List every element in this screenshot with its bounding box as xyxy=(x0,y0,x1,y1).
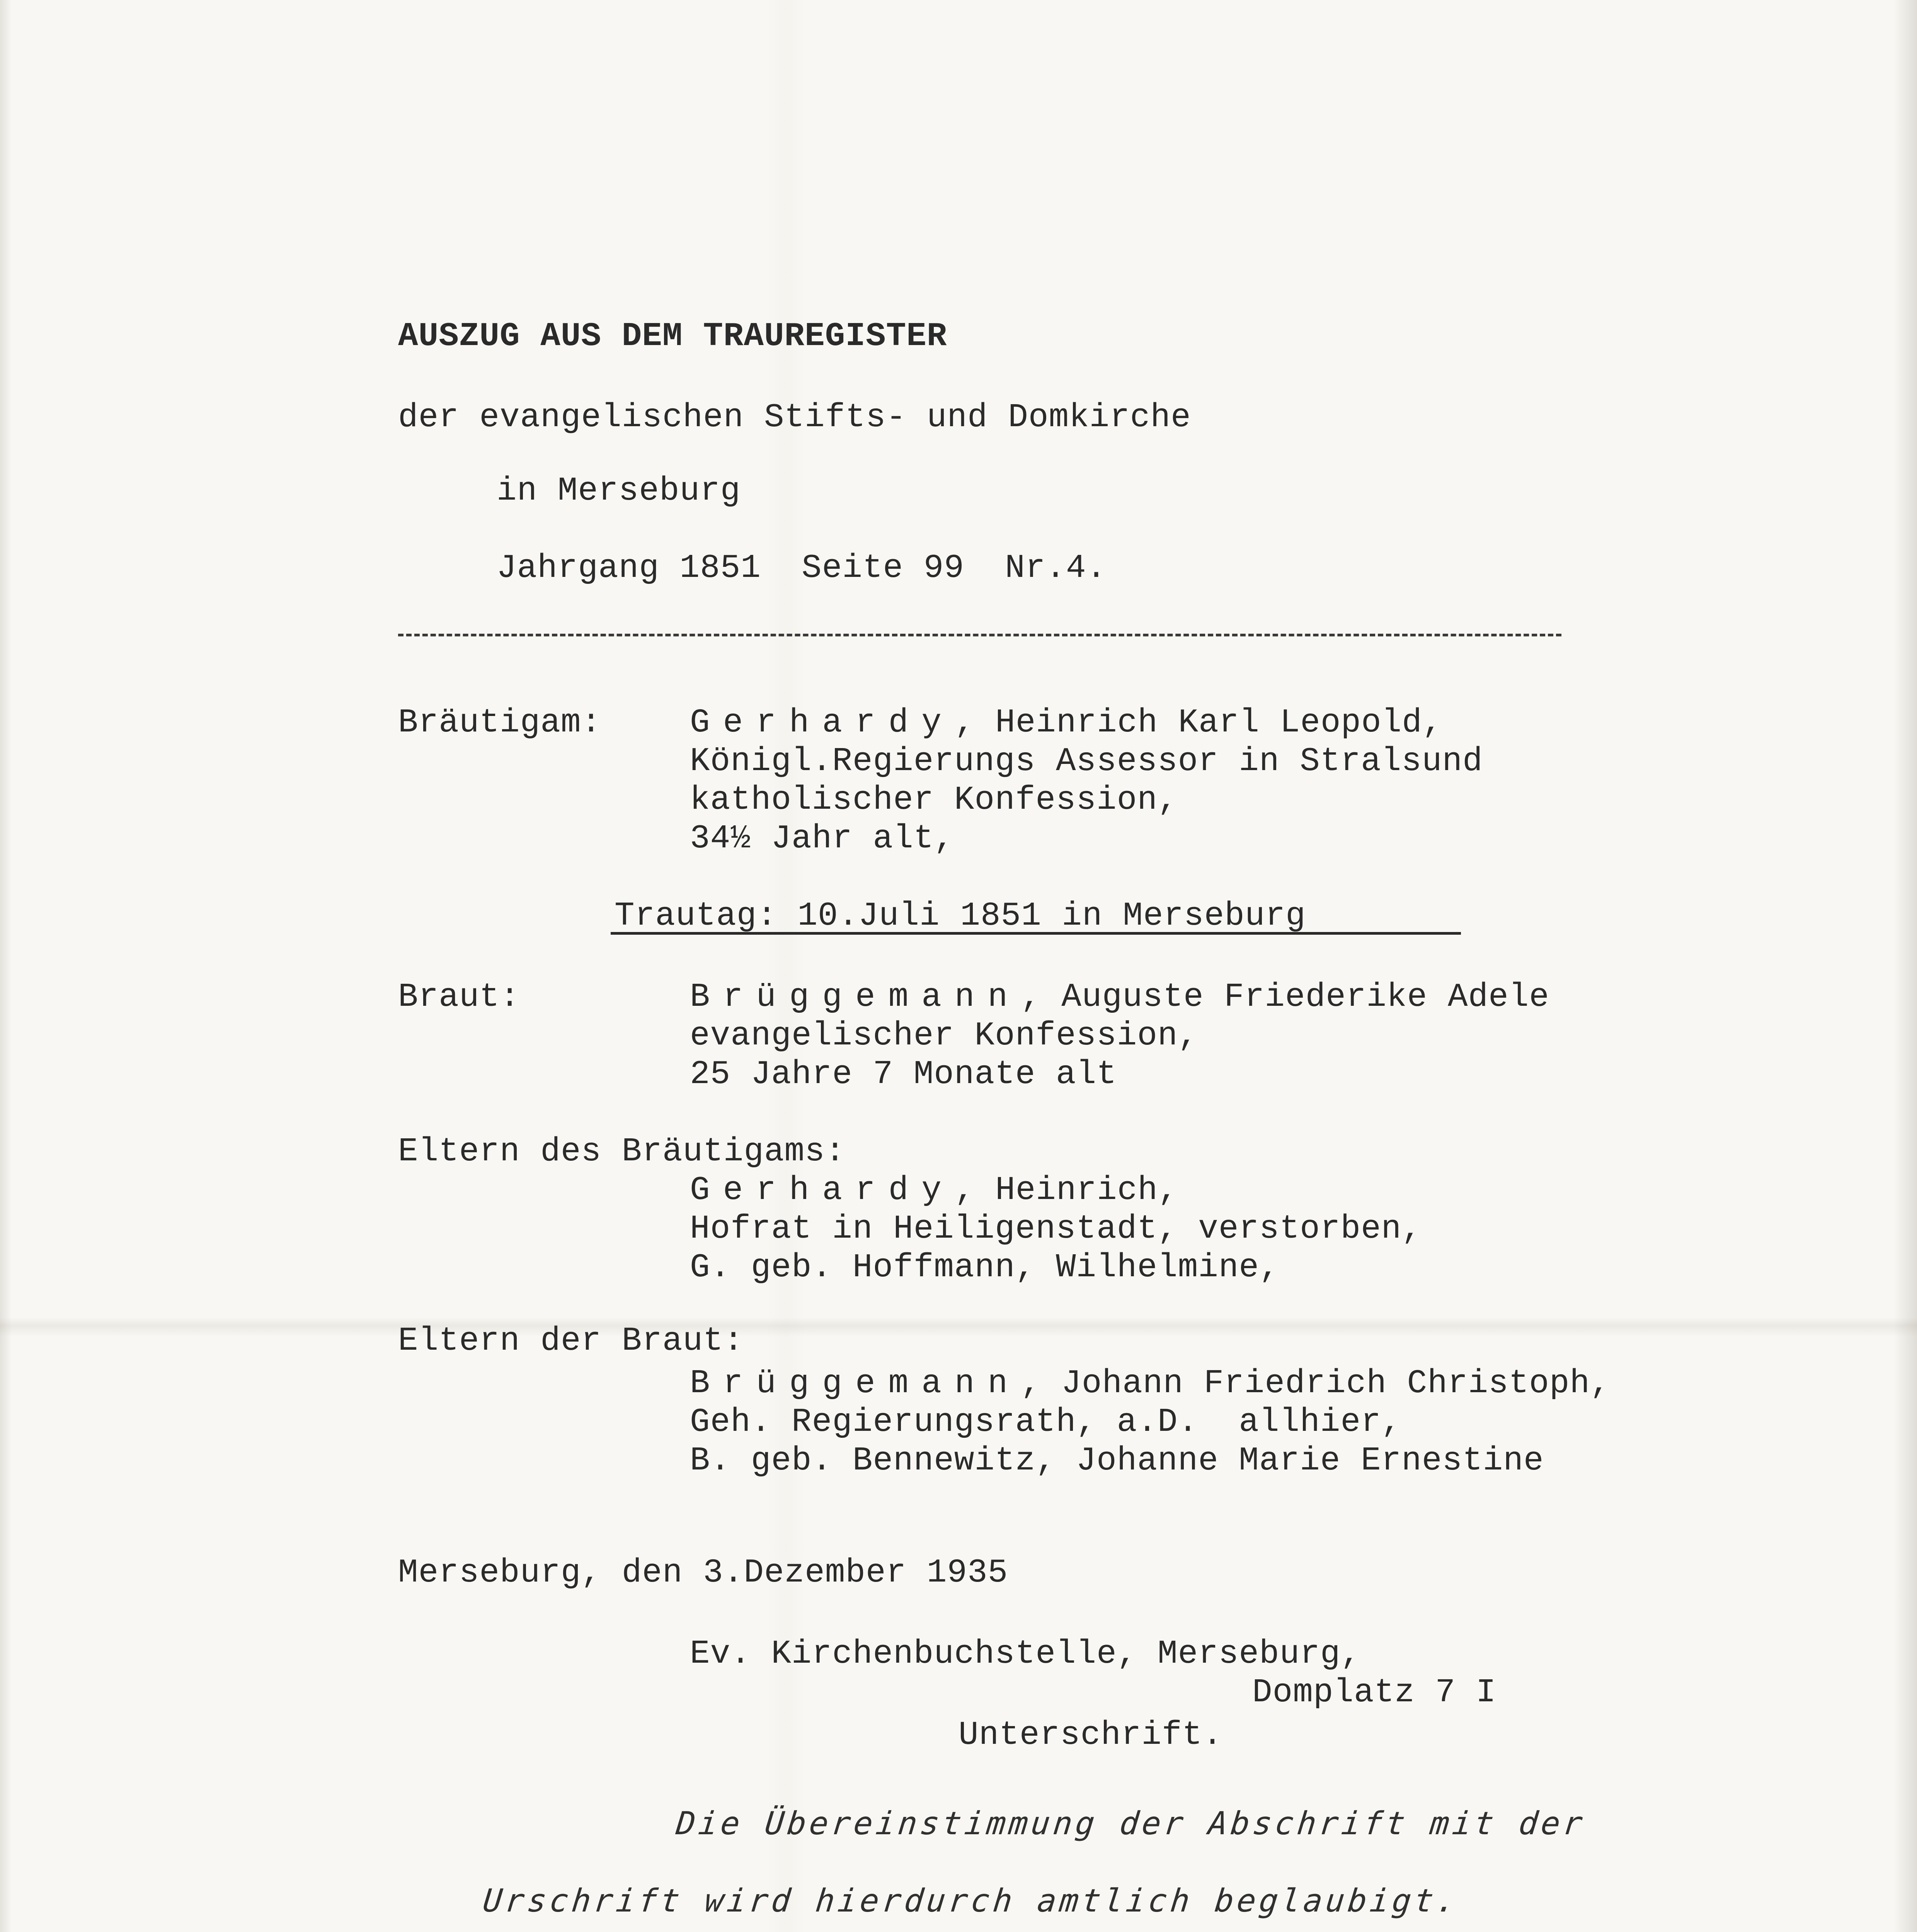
certification-line-2: Urschrift wird hierdurch amtlich beglaubigt. xyxy=(481,1883,1461,1919)
register-reference: Jahrgang 1851 Seite 99 Nr.4. xyxy=(497,549,1107,587)
groom-occupation: Königl.Regierungs Assessor in Stralsund xyxy=(690,742,1483,780)
paper-edge-left xyxy=(0,0,12,1932)
groom-given-names: , Heinrich Karl Leopold, xyxy=(954,704,1443,742)
groom-label: Bräutigam: xyxy=(398,704,602,742)
bride-age: 25 Jahre 7 Monate alt xyxy=(690,1055,1117,1093)
groom-name-line xyxy=(690,703,1442,742)
issuing-office: Ev. Kirchenbuchstelle, Merseburg, xyxy=(690,1635,1361,1673)
groom-father-occupation: Hofrat in Heiligenstadt, verstorben, xyxy=(690,1210,1422,1248)
bride-father-surname: Brüggemann xyxy=(690,1364,1021,1402)
issue-date: Merseburg, den 3.Dezember 1935 xyxy=(398,1554,1008,1592)
bride-given-names: , Auguste Friederike Adele xyxy=(1021,978,1549,1016)
bride-father-given-names: , Johann Friedrich Christoph, xyxy=(1021,1364,1611,1402)
paper-edge-right xyxy=(1894,0,1917,1932)
bride-surname: Brüggemann xyxy=(690,978,1021,1016)
certification-line-1: Die Übereinstimmung der Abschrift mit der xyxy=(674,1805,1588,1842)
bride-father-occupation: Geh. Regierungsrath, a.D. allhier, xyxy=(690,1403,1402,1441)
bride-mother: B. geb. Bennewitz, Johanne Marie Ernestine xyxy=(690,1442,1544,1480)
bride-confession: evangelischer Konfession, xyxy=(690,1017,1199,1054)
groom-surname: Gerhardy xyxy=(690,704,955,742)
bride-label: Braut: xyxy=(398,978,520,1016)
groom-father-given-name: , Heinrich, xyxy=(954,1171,1178,1209)
groom-parents-label: Eltern des Bräutigams: xyxy=(398,1133,846,1170)
bride-name-line xyxy=(690,978,1549,1016)
groom-father-line xyxy=(690,1171,1178,1209)
groom-confession: katholischer Konfession, xyxy=(690,781,1178,819)
bride-father-line xyxy=(690,1364,1611,1403)
wedding-day: Trautag: 10.Juli 1851 in Merseburg xyxy=(615,897,1306,935)
church-place: in Merseburg xyxy=(497,472,741,510)
document-title: AUSZUG AUS DEM TRAUREGISTER xyxy=(398,317,947,355)
groom-father-surname: Gerhardy xyxy=(690,1171,955,1209)
bride-parents-label: Eltern der Braut: xyxy=(398,1322,744,1360)
dashed-divider xyxy=(398,634,1561,636)
groom-age: 34½ Jahr alt, xyxy=(690,820,954,857)
wedding-day-underline xyxy=(611,932,1461,935)
groom-mother: G. geb. Hoffmann, Wilhelmine, xyxy=(690,1248,1280,1286)
signature-note: Unterschrift. xyxy=(958,1716,1223,1754)
church-name: der evangelischen Stifts- und Domkirche xyxy=(398,398,1191,436)
issuing-office-address: Domplatz 7 I xyxy=(1252,1673,1496,1711)
